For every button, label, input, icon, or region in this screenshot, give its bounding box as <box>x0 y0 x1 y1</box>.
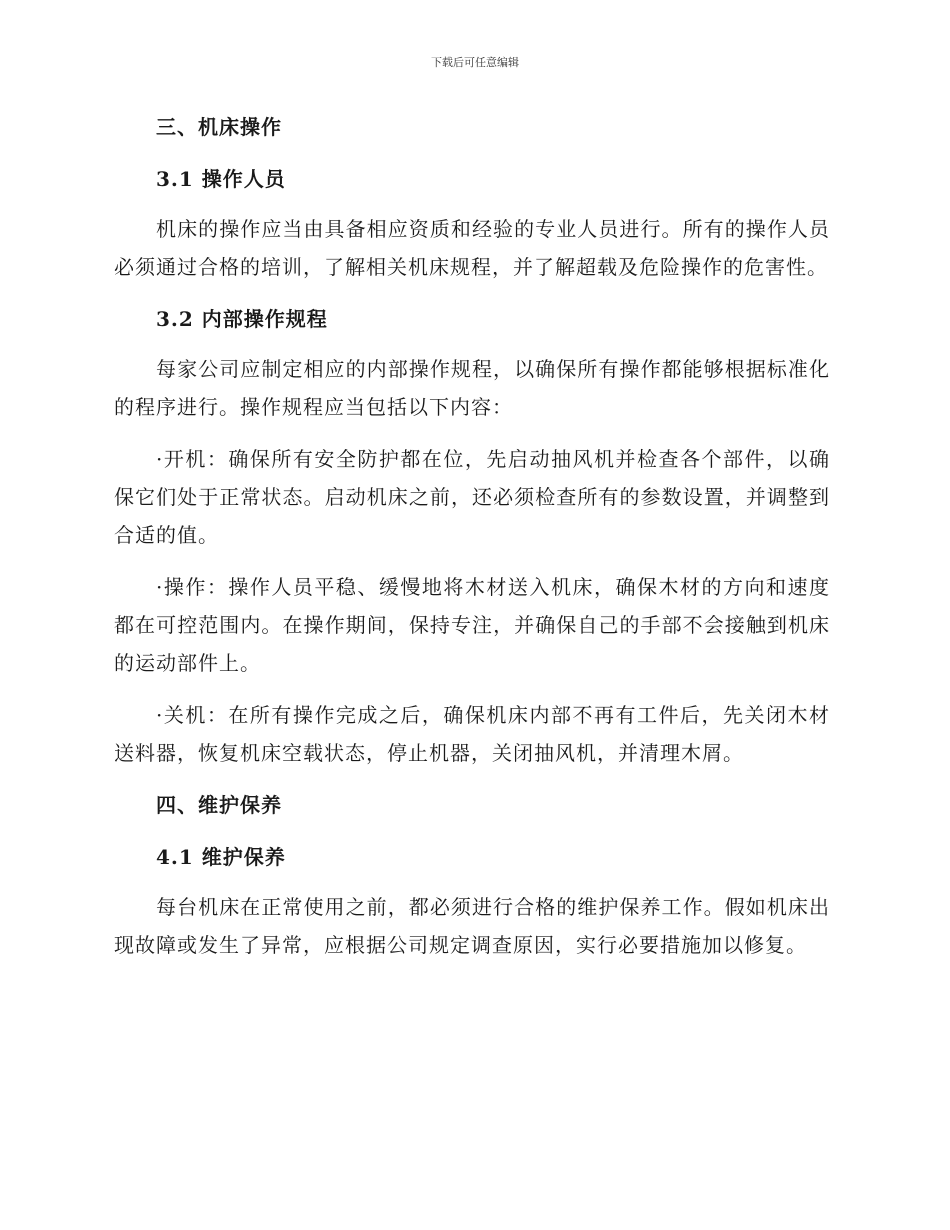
procedure-item-operation: ·操作：操作人员平稳、缓慢地将木材送入机床，确保木材的方向和速度都在可控范围内。在操作期间，保持专注，并确保自己的手部不会接触到机床的运动部件上。 <box>114 575 830 675</box>
section-3-1-paragraph: 机床的操作应当由具备相应资质和经验的专业人员进行。所有的操作人员必须通过合格的培训，了解相关机床规程，并了解超载及危险操作的危害性。 <box>114 217 830 279</box>
section-3-1-heading: 3.1 操作人员 <box>156 167 286 191</box>
chapter-4-heading: 四、维护保养 <box>156 793 282 817</box>
page-header-note: 下载后可任意编辑 <box>431 56 519 69</box>
section-4-1-paragraph: 每台机床在正常使用之前，都必须进行合格的维护保养工作。假如机床出现故障或发生了异常，应根据公司规定调查原因，实行必要措施加以修复。 <box>114 895 830 957</box>
section-4-1-heading: 4.1 维护保养 <box>156 845 286 869</box>
procedure-item-startup: ·开机：确保所有安全防护都在位，先启动抽风机并检查各个部件，以确保它们处于正常状态。启动机床之前，还必须检查所有的参数设置，并调整到合适的值。 <box>114 447 830 547</box>
procedure-item-shutdown: ·关机：在所有操作完成之后，确保机床内部不再有工件后，先关闭木材送料器，恢复机床空载状态，停止机器，关闭抽风机，并清理木屑。 <box>114 703 830 765</box>
section-3-2-heading: 3.2 内部操作规程 <box>156 307 328 331</box>
section-3-2-intro-paragraph: 每家公司应制定相应的内部操作规程，以确保所有操作都能够根据标准化的程序进行。操作规程应当包括以下内容： <box>114 357 830 419</box>
chapter-3-heading: 三、机床操作 <box>156 115 282 139</box>
document-body <box>114 108 830 978</box>
